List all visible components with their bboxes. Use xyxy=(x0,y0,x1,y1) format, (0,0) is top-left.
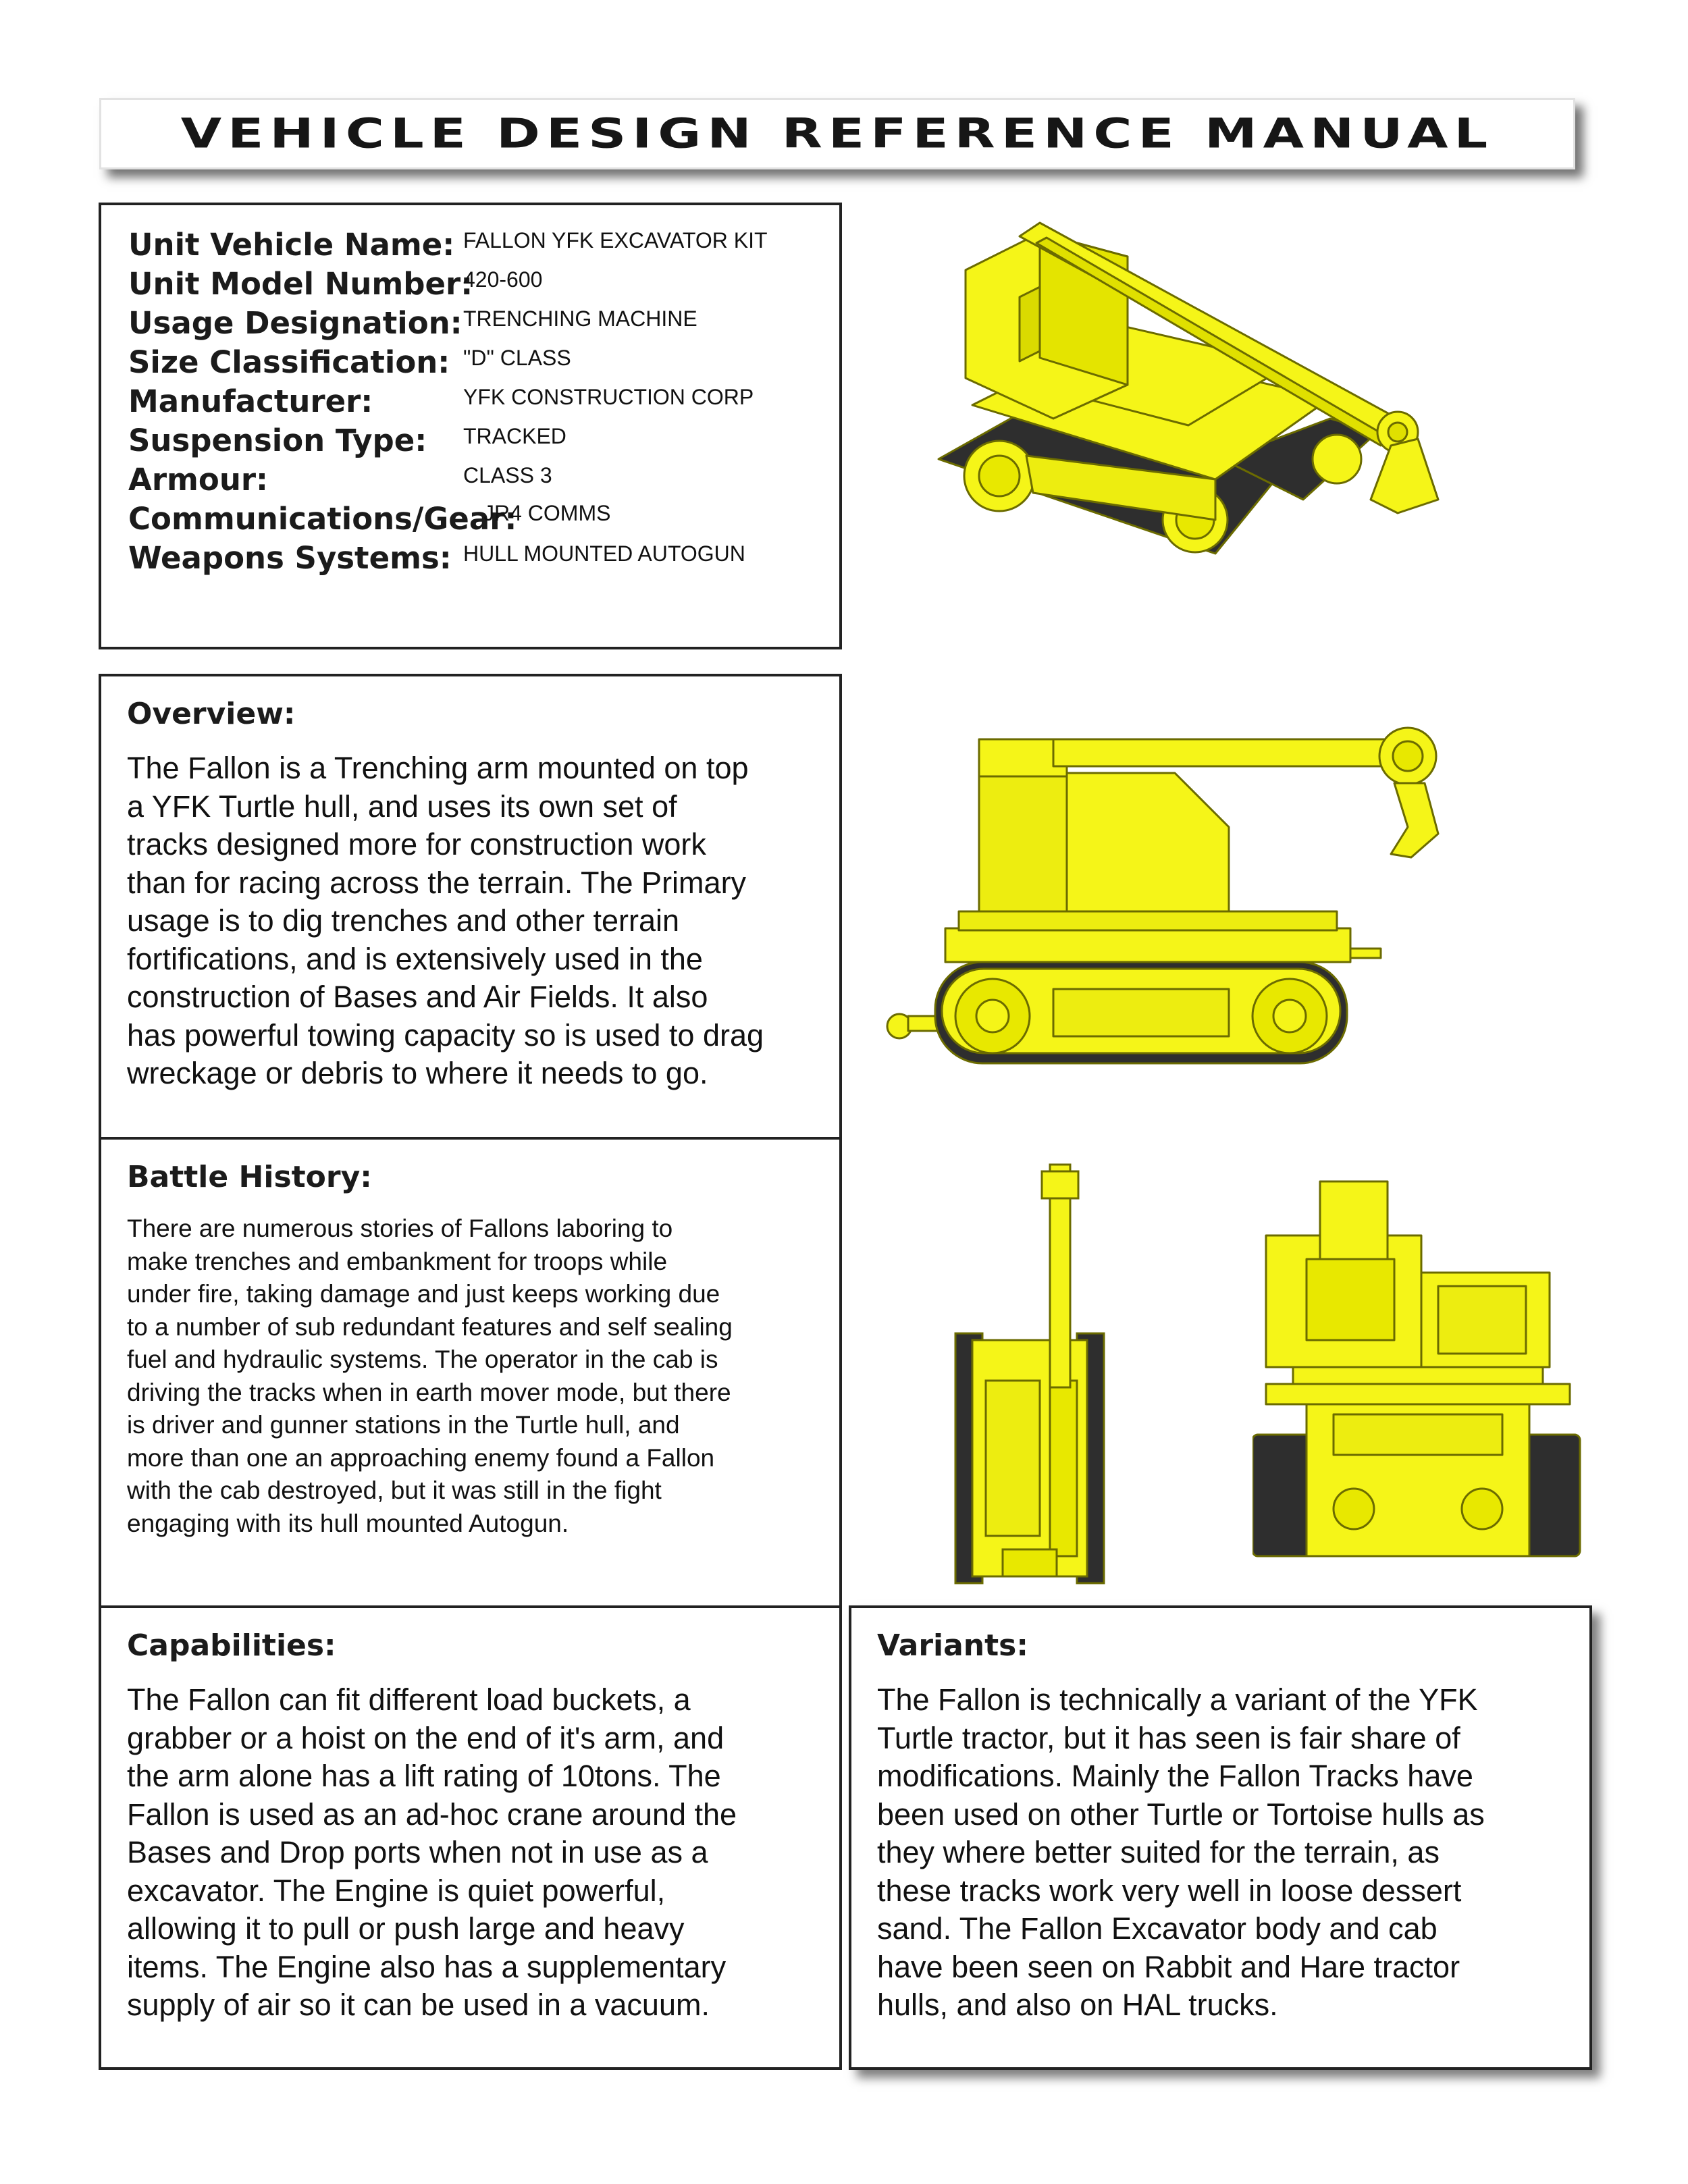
spec-label: Communications/Gear: xyxy=(128,501,517,537)
text-line: wreckage or debris to where it needs to go. xyxy=(127,1056,708,1090)
text-line: they where better suited for the terrain, as xyxy=(877,1835,1440,1869)
overview-section xyxy=(99,674,842,1140)
spec-row-weapons-systems xyxy=(128,540,817,579)
spec-label: Usage Designation: xyxy=(128,305,463,341)
text-line: fuel and hydraulic systems. The operator in the cab is xyxy=(127,1346,718,1373)
spec-row-communications xyxy=(128,501,817,540)
spec-sheet xyxy=(99,203,842,649)
text-line: under fire, taking damage and just keeps working due xyxy=(127,1280,720,1308)
overview-heading: Overview: xyxy=(127,697,296,731)
text-line: The Fallon is technically a variant of the YFK xyxy=(877,1682,1478,1717)
text-line: with the cab destroyed, but it was still in the fight xyxy=(127,1476,662,1504)
text-line: sand. The Fallon Excavator body and cab xyxy=(877,1911,1438,1946)
text-line: has powerful towing capacity so is used to drag xyxy=(127,1017,764,1053)
text-line: driving the tracks when in earth mover mode, but there xyxy=(127,1378,731,1406)
spec-label: Manufacturer: xyxy=(128,383,373,419)
page-title: VEHICLE DESIGN REFERENCE MANUAL xyxy=(180,109,1494,158)
text-line: supply of air so it can be used in a vacuum. xyxy=(127,1988,710,2022)
text-line: tracks designed more for construction work xyxy=(127,827,706,861)
spec-value: JR4 COMMS xyxy=(483,501,611,525)
spec-value: TRENCHING MACHINE xyxy=(463,307,697,331)
text-line: construction of Bases and Air Fields. It also xyxy=(127,980,708,1014)
overview-text xyxy=(127,749,819,1093)
text-line: Fallon is used as an ad-hoc crane around the xyxy=(127,1796,737,1832)
spec-label: Unit Model Number: xyxy=(128,266,473,302)
text-line: than for racing across the terrain. The Primary xyxy=(127,865,747,900)
text-line: excavator. The Engine is quiet powerful, xyxy=(127,1873,666,1908)
spec-value: TRACKED xyxy=(463,424,566,448)
spec-value: YFK CONSTRUCTION CORP xyxy=(463,385,754,409)
capabilities-text xyxy=(127,1681,819,2025)
text-line: Turtle tractor, but it has seen is fair share of xyxy=(877,1720,1460,1755)
text-line: engaging with its hull mounted Autogun. xyxy=(127,1509,569,1537)
text-line: fortifications, and is extensively used in the xyxy=(127,941,703,976)
text-line: The Fallon is a Trenching arm mounted on top xyxy=(127,751,749,785)
spec-label: Armour: xyxy=(128,462,269,498)
text-line: these tracks work very well in loose dessert xyxy=(877,1873,1462,1908)
variants-text xyxy=(877,1681,1569,2025)
spec-label: Size Classification: xyxy=(128,344,450,380)
spec-row-model-number xyxy=(128,266,817,305)
text-line: a YFK Turtle hull, and uses its own set of xyxy=(127,789,677,824)
text-line: have been seen on Rabbit and Hare tractor xyxy=(877,1949,1460,1984)
text-line: to a number of sub redundant features and self sealing xyxy=(127,1312,733,1341)
spec-value: CLASS 3 xyxy=(463,463,552,487)
text-line: hulls, and also on HAL trucks. xyxy=(877,1988,1278,2022)
spec-row-armour xyxy=(128,462,817,501)
spec-value: 420-600 xyxy=(463,267,543,292)
text-line: the arm alone has a lift rating of 10tons. The xyxy=(127,1759,721,1793)
text-line: There are numerous stories of Fallons laboring to xyxy=(127,1215,673,1242)
spec-row-size-classification xyxy=(128,344,817,383)
text-line: more than one an approaching enemy found a Fallon xyxy=(127,1443,715,1472)
text-line: items. The Engine also has a supplementary xyxy=(127,1949,727,1984)
text-line: The Fallon can fit different load buckets, a xyxy=(127,1682,691,1717)
title-banner xyxy=(99,98,1575,169)
spec-row-vehicle-name xyxy=(128,227,817,266)
text-line: modifications. Mainly the Fallon Tracks have xyxy=(877,1759,1473,1793)
text-line: allowing it to pull or push large and heavy xyxy=(127,1911,685,1946)
excavator-isometric-illustration xyxy=(925,216,1600,648)
text-line: Bases and Drop ports when not in use as a xyxy=(127,1835,708,1869)
spec-value: FALLON YFK EXCAVATOR KIT xyxy=(463,228,768,252)
capabilities-section xyxy=(99,1605,842,2070)
text-line: usage is to dig trenches and other terrain xyxy=(127,903,679,938)
spec-value: HULL MOUNTED AUTOGUN xyxy=(463,541,745,566)
excavator-side-illustration xyxy=(878,726,1600,1111)
spec-row-manufacturer xyxy=(128,383,817,423)
spec-row-usage-designation xyxy=(128,305,817,344)
variants-heading: Variants: xyxy=(877,1628,1028,1663)
spec-label: Unit Vehicle Name: xyxy=(128,227,455,263)
capabilities-heading: Capabilities: xyxy=(127,1628,336,1663)
excavator-top-illustration xyxy=(949,1158,1111,1590)
spec-label: Suspension Type: xyxy=(128,423,427,458)
text-line: grabber or a hoist on the end of it's arm, and xyxy=(127,1720,724,1755)
spec-label: Weapons Systems: xyxy=(128,540,452,576)
excavator-front-illustration xyxy=(1252,1171,1583,1590)
battle-history-text xyxy=(127,1213,819,1540)
battle-history-section xyxy=(99,1137,842,1608)
text-line: make trenches and embankment for troops while xyxy=(127,1247,668,1275)
spec-row-suspension-type xyxy=(128,423,817,462)
variants-section xyxy=(849,1605,1592,2070)
text-line: is driver and gunner stations in the Turtle hull, and xyxy=(127,1411,680,1439)
text-line: been used on other Turtle or Tortoise hulls as xyxy=(877,1796,1485,1832)
battle-history-heading: Battle History: xyxy=(127,1160,372,1194)
spec-value: "D" CLASS xyxy=(463,346,571,370)
